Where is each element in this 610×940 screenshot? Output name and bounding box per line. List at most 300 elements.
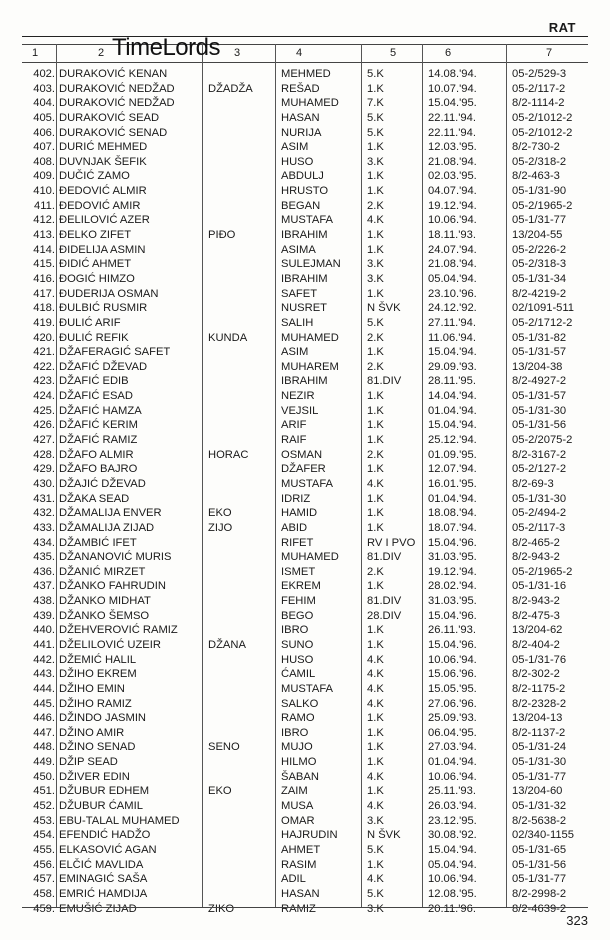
unit: 1.K bbox=[367, 785, 384, 798]
reference-number: 13/204-62 bbox=[512, 624, 563, 637]
row-number: 446. bbox=[33, 712, 55, 725]
table-row bbox=[22, 111, 588, 126]
full-name: DURAKOVIĆ NEDŽAD bbox=[59, 97, 175, 110]
date: 18.11.'93. bbox=[428, 229, 476, 242]
unit: 3.K bbox=[367, 814, 384, 827]
father-name: HAMID bbox=[281, 507, 318, 520]
reference-number: 05-2/1012-2 bbox=[512, 126, 573, 139]
full-name: DŽAFO BAJRO bbox=[59, 463, 138, 476]
reference-number: 05-1/31-82 bbox=[512, 331, 567, 344]
father-name: FEHIM bbox=[281, 595, 316, 608]
watermark-logo: TimeLords bbox=[112, 34, 220, 61]
column-header-3: 3 bbox=[234, 47, 241, 59]
father-name: ASIMA bbox=[281, 243, 316, 256]
row-number: 435. bbox=[33, 551, 55, 564]
full-name: DURIĆ MEHMED bbox=[59, 141, 148, 154]
father-name: IBRO bbox=[281, 726, 309, 739]
full-name: DŽAKA SEAD bbox=[59, 492, 130, 505]
date: 23.10.'96. bbox=[428, 287, 477, 300]
reference-number: 8/2-463-3 bbox=[512, 170, 560, 183]
full-name: ĐELILOVIĆ AZER bbox=[59, 214, 150, 227]
row-number: 454. bbox=[33, 829, 55, 842]
reference-number: 05-2/1012-2 bbox=[512, 111, 573, 124]
father-name: BEGO bbox=[281, 609, 314, 622]
row-number: 457. bbox=[33, 873, 55, 886]
date: 10.06.'94. bbox=[428, 770, 477, 783]
reference-number: 05-1/31-57 bbox=[512, 390, 567, 403]
unit: 7.K bbox=[367, 97, 384, 110]
row-number: 431. bbox=[33, 492, 55, 505]
father-name: MUJO bbox=[281, 741, 313, 754]
table-row bbox=[22, 169, 588, 184]
reference-number: 05-1/31-65 bbox=[512, 843, 567, 856]
date: 14.08.'94. bbox=[428, 68, 477, 80]
row-number: 420. bbox=[33, 331, 55, 344]
table-row bbox=[22, 726, 588, 741]
reference-number: 8/2-4219-2 bbox=[512, 287, 567, 300]
date: 31.03.'95. bbox=[428, 551, 477, 564]
table-row bbox=[22, 887, 588, 902]
father-name: ŠABAN bbox=[281, 770, 319, 783]
table-header bbox=[22, 44, 588, 63]
reference-number: 05-2/117-2 bbox=[512, 82, 566, 95]
reference-number: 8/2-2328-2 bbox=[512, 697, 567, 710]
row-number: 425. bbox=[33, 404, 55, 417]
date: 27.06.'96. bbox=[428, 697, 477, 710]
full-name: DŽAFO ALMIR bbox=[59, 448, 134, 461]
column-header-5: 5 bbox=[390, 47, 397, 59]
table-body bbox=[22, 67, 588, 916]
reference-number: 05-1/31-30 bbox=[512, 404, 567, 417]
reference-number: 8/2-465-2 bbox=[512, 536, 560, 549]
row-number: 429. bbox=[33, 463, 55, 476]
section-title: RAT bbox=[548, 20, 576, 35]
date: 05.04.'94. bbox=[428, 272, 477, 285]
reference-number: 05-1/31-30 bbox=[512, 756, 567, 769]
father-name: HRUSTO bbox=[281, 185, 329, 198]
full-name: DŽANKO ŠEMSO bbox=[59, 609, 150, 622]
unit: 4.K bbox=[367, 477, 384, 490]
full-name: ELČIĆ MAVLIDA bbox=[59, 858, 144, 871]
row-number: 442. bbox=[33, 653, 55, 666]
father-name: ABDULJ bbox=[281, 170, 324, 183]
row-number: 424. bbox=[33, 390, 55, 403]
father-name: NUSRET bbox=[281, 302, 327, 315]
reference-number: 13/204-55 bbox=[512, 229, 563, 242]
row-number: 414. bbox=[33, 243, 55, 256]
date: 18.07.'94. bbox=[428, 521, 477, 534]
table-row bbox=[22, 418, 588, 433]
date: 10.06.'94. bbox=[428, 873, 477, 886]
date: 15.04.'94. bbox=[428, 843, 477, 856]
father-name: DŽAFER bbox=[281, 463, 326, 476]
date: 05.04.'94. bbox=[428, 858, 477, 871]
row-number: 418. bbox=[33, 302, 55, 315]
father-name: IBRAHIM bbox=[281, 375, 328, 388]
date: 28.02.'94. bbox=[428, 580, 477, 593]
full-name: ĐEDOVIĆ AMIR bbox=[59, 199, 141, 212]
unit: 3.K bbox=[367, 155, 384, 168]
table-row bbox=[22, 828, 588, 843]
date: 22.11.'94. bbox=[428, 111, 476, 124]
father-name: IDRIZ bbox=[281, 492, 311, 505]
table-row bbox=[22, 272, 588, 287]
unit: 1.K bbox=[367, 243, 384, 256]
table-row bbox=[22, 184, 588, 199]
date: 25.11.'93. bbox=[428, 785, 476, 798]
reference-number: 8/2-943-2 bbox=[512, 595, 560, 608]
unit: N ŠVK bbox=[367, 829, 401, 842]
row-number: 453. bbox=[33, 814, 55, 827]
full-name: DŽAFIĆ ESAD bbox=[59, 390, 133, 403]
reference-number: 05-1/31-57 bbox=[512, 346, 567, 359]
unit: 1.K bbox=[367, 434, 384, 447]
table-row bbox=[22, 711, 588, 726]
row-number: 449. bbox=[33, 756, 55, 769]
father-name: SALIH bbox=[281, 316, 314, 329]
unit: 1.K bbox=[367, 858, 384, 871]
unit: 4.K bbox=[367, 873, 384, 886]
full-name: DŽANANOVIĆ MURIS bbox=[59, 551, 172, 564]
row-number: 407. bbox=[33, 141, 55, 154]
date: 15.04.'96. bbox=[428, 536, 477, 549]
row-number: 451. bbox=[33, 785, 55, 798]
full-name: DŽIHO RAMIZ bbox=[59, 697, 132, 710]
reference-number: 05-2/226-2 bbox=[512, 243, 567, 256]
table-row bbox=[22, 638, 588, 653]
full-name: DŽAFERAGIĆ SAFET bbox=[59, 346, 171, 359]
reference-number: 8/2-1114-2 bbox=[512, 97, 565, 110]
unit: 2.K bbox=[367, 331, 384, 344]
table-row bbox=[22, 404, 588, 419]
row-number: 450. bbox=[33, 770, 55, 783]
unit: 4.K bbox=[367, 770, 384, 783]
table-row bbox=[22, 257, 588, 272]
date: 19.12.'94. bbox=[428, 199, 477, 212]
date: 21.08.'94. bbox=[428, 155, 477, 168]
full-name: ĐOGIĆ HIMZO bbox=[59, 272, 135, 285]
reference-number: 02/1091-511 bbox=[512, 302, 575, 315]
reference-number: 8/2-1137-2 bbox=[512, 726, 566, 739]
date: 01.04.'94. bbox=[428, 756, 477, 769]
full-name: DŽANKO MIDHAT bbox=[59, 595, 151, 608]
reference-number: 05-1/31-77 bbox=[512, 214, 567, 227]
date: 27.11.'94. bbox=[428, 316, 476, 329]
full-name: DŽAMALIJA ZIJAD bbox=[59, 521, 155, 534]
nickname: HORAC bbox=[208, 448, 249, 461]
unit: 5.K bbox=[367, 126, 384, 139]
father-name: BEGAN bbox=[281, 199, 321, 212]
date: 15.04.'94. bbox=[428, 419, 477, 432]
father-name: ADIL bbox=[281, 873, 306, 886]
full-name: ĐIDIĆ AHMET bbox=[59, 258, 132, 271]
table-row bbox=[22, 740, 588, 755]
table-row bbox=[22, 140, 588, 155]
nickname: DŽANA bbox=[208, 638, 246, 651]
bottom-rule bbox=[22, 907, 588, 908]
unit: 5.K bbox=[367, 887, 384, 900]
father-name: IBRO bbox=[281, 624, 309, 637]
reference-number: 8/2-943-2 bbox=[512, 551, 560, 564]
unit: 81.DIV bbox=[367, 551, 402, 564]
date: 15.04.'96. bbox=[428, 609, 477, 622]
row-number: 447. bbox=[33, 726, 55, 739]
table-row bbox=[22, 155, 588, 170]
date: 19.12.'94. bbox=[428, 565, 477, 578]
table-row bbox=[22, 389, 588, 404]
reference-number: 8/2-3167-2 bbox=[512, 448, 567, 461]
row-number: 403. bbox=[33, 82, 55, 95]
table-row bbox=[22, 521, 588, 536]
table-row bbox=[22, 858, 588, 873]
table-row bbox=[22, 609, 588, 624]
father-name: MUSTAFA bbox=[281, 682, 334, 695]
father-name: ZAIM bbox=[281, 785, 308, 798]
table-row bbox=[22, 697, 588, 712]
date: 15.04.'96. bbox=[428, 638, 477, 651]
full-name: DŽIVER EDIN bbox=[59, 770, 130, 783]
date: 15.04.'95. bbox=[428, 97, 477, 110]
unit: 1.K bbox=[367, 580, 384, 593]
reference-number: 05-2/1965-2 bbox=[512, 565, 573, 578]
date: 21.08.'94. bbox=[428, 258, 477, 271]
row-number: 426. bbox=[33, 419, 55, 432]
full-name: DŽANIĆ MIRZET bbox=[59, 565, 146, 578]
full-name: DŽAMALIJA ENVER bbox=[59, 507, 162, 520]
table-row bbox=[22, 682, 588, 697]
row-number: 406. bbox=[33, 126, 55, 139]
date: 12.08.'95. bbox=[428, 887, 477, 900]
father-name: HILMO bbox=[281, 756, 317, 769]
full-name: ĐULIĆ ARIF bbox=[59, 316, 121, 329]
row-number: 433. bbox=[33, 521, 55, 534]
father-name: MUHAMED bbox=[281, 331, 339, 344]
date: 06.04.'95. bbox=[428, 726, 477, 739]
table-row bbox=[22, 199, 588, 214]
date: 24.12.'92. bbox=[428, 302, 477, 315]
reference-number: 05-1/31-32 bbox=[512, 800, 567, 813]
row-number: 440. bbox=[33, 624, 55, 637]
reference-number: 8/2-69-3 bbox=[512, 477, 554, 490]
nickname: ZIKO bbox=[208, 902, 235, 915]
nickname: EKO bbox=[208, 507, 232, 520]
father-name: OMAR bbox=[281, 814, 315, 827]
date: 15.06.'96. bbox=[428, 668, 477, 681]
nickname: DŽADŽA bbox=[208, 82, 253, 95]
date: 23.12.'95. bbox=[428, 814, 477, 827]
reference-number: 8/2-5638-2 bbox=[512, 814, 567, 827]
reference-number: 05-1/31-77 bbox=[512, 770, 567, 783]
date: 16.01.'95. bbox=[428, 477, 477, 490]
unit: N ŠVK bbox=[367, 302, 401, 315]
father-name: MUSTAFA bbox=[281, 214, 334, 227]
full-name: DURAKOVIĆ NEDŽAD bbox=[59, 82, 175, 95]
reference-number: 05-2/2075-2 bbox=[512, 434, 573, 447]
reference-number: 8/2-730-2 bbox=[512, 141, 560, 154]
date: 01.04.'94. bbox=[428, 492, 477, 505]
row-number: 448. bbox=[33, 741, 55, 754]
reference-number: 05-2/127-2 bbox=[512, 463, 567, 476]
reference-number: 02/340-1155 bbox=[512, 829, 575, 842]
reference-number: 05-1/31-77 bbox=[512, 873, 567, 886]
unit: 1.K bbox=[367, 756, 384, 769]
father-name: RIFET bbox=[281, 536, 314, 549]
full-name: DŽAJIĆ DŽEVAD bbox=[59, 477, 146, 490]
full-name: DŽAFIĆ KERIM bbox=[59, 419, 138, 432]
full-name: ĐEDOVIĆ ALMIR bbox=[59, 185, 147, 198]
table-row bbox=[22, 374, 588, 389]
table-row bbox=[22, 301, 588, 316]
row-number: 423. bbox=[33, 375, 55, 388]
unit: 1.K bbox=[367, 82, 384, 95]
row-number: 443. bbox=[33, 668, 55, 681]
column-header-7: 7 bbox=[546, 47, 553, 59]
unit: 1.K bbox=[367, 404, 384, 417]
father-name: ĆAMIL bbox=[281, 668, 316, 681]
unit: 1.K bbox=[367, 741, 384, 754]
reference-number: 8/2-302-2 bbox=[512, 668, 560, 681]
unit: 1.K bbox=[367, 521, 384, 534]
row-number: 421. bbox=[33, 346, 55, 359]
table-row bbox=[22, 228, 588, 243]
date: 25.09.'93. bbox=[428, 712, 477, 725]
row-number: 437. bbox=[33, 580, 55, 593]
full-name: ĐELKO ZIFET bbox=[59, 229, 132, 242]
nickname: PIĐO bbox=[208, 229, 236, 242]
table-row bbox=[22, 448, 588, 463]
table-row bbox=[22, 536, 588, 551]
nickname: KUNDA bbox=[208, 331, 248, 344]
table-row bbox=[22, 565, 588, 580]
full-name: ĐUDERIJA OSMAN bbox=[59, 287, 159, 300]
unit: 2.K bbox=[367, 360, 384, 373]
unit: 1.K bbox=[367, 712, 384, 725]
row-number: 408. bbox=[33, 155, 55, 168]
full-name: DŽAFIĆ RAMIZ bbox=[59, 434, 138, 447]
unit: 4.K bbox=[367, 800, 384, 813]
table-row bbox=[22, 360, 588, 375]
unit: 3.K bbox=[367, 272, 384, 285]
table-row bbox=[22, 755, 588, 770]
date: 31.03.'95. bbox=[428, 595, 477, 608]
full-name: DURAKOVIĆ SENAD bbox=[59, 126, 168, 139]
row-number: 438. bbox=[33, 595, 55, 608]
reference-number: 05-1/31-24 bbox=[512, 741, 567, 754]
table-row bbox=[22, 433, 588, 448]
table-row bbox=[22, 462, 588, 477]
date: 01.09.'95. bbox=[428, 448, 477, 461]
unit: 2.K bbox=[367, 448, 384, 461]
table-row bbox=[22, 653, 588, 668]
unit: 2.K bbox=[367, 565, 384, 578]
table-row bbox=[22, 67, 588, 82]
row-number: 412. bbox=[33, 214, 55, 227]
table-row bbox=[22, 477, 588, 492]
date: 12.07.'94. bbox=[428, 463, 477, 476]
reference-number: 8/2-1175-2 bbox=[512, 682, 566, 695]
row-number: 458. bbox=[33, 887, 55, 900]
table-row bbox=[22, 331, 588, 346]
date: 01.04.'94. bbox=[428, 404, 477, 417]
full-name: DŽINO AMIR bbox=[59, 726, 125, 739]
father-name: MUHAREM bbox=[281, 360, 339, 373]
table-row bbox=[22, 96, 588, 111]
unit: 5.K bbox=[367, 843, 384, 856]
full-name: EFENDIĆ HADŽO bbox=[59, 829, 151, 842]
unit: 5.K bbox=[367, 111, 384, 124]
reference-number: 8/2-2998-2 bbox=[512, 887, 567, 900]
reference-number: 05-2/318-2 bbox=[512, 155, 567, 168]
father-name: REŠAD bbox=[281, 82, 320, 95]
reference-number: 05-1/31-76 bbox=[512, 653, 567, 666]
page-number: 323 bbox=[566, 913, 588, 928]
row-number: 427. bbox=[33, 434, 55, 447]
date: 02.03.'95. bbox=[428, 170, 477, 183]
reference-number: 05-1/31-56 bbox=[512, 858, 567, 871]
unit: 1.K bbox=[367, 726, 384, 739]
row-number: 411. bbox=[34, 199, 55, 212]
unit: 1.K bbox=[367, 229, 384, 242]
father-name: EKREM bbox=[281, 580, 321, 593]
father-name: ABID bbox=[281, 521, 308, 534]
reference-number: 05-2/1712-2 bbox=[512, 316, 573, 329]
unit: 5.K bbox=[367, 68, 384, 80]
full-name: DŽELILOVIĆ UZEIR bbox=[59, 638, 161, 651]
unit: 4.K bbox=[367, 653, 384, 666]
table-row bbox=[22, 213, 588, 228]
father-name: HASAN bbox=[281, 111, 320, 124]
date: 10.06.'94. bbox=[428, 214, 477, 227]
date: 29.09.'93. bbox=[428, 360, 477, 373]
row-number: 419. bbox=[33, 316, 55, 329]
table-row bbox=[22, 667, 588, 682]
date: 12.03.'95. bbox=[428, 141, 477, 154]
row-number: 439. bbox=[33, 609, 55, 622]
row-number: 402. bbox=[33, 68, 55, 80]
reference-number: 13/204-13 bbox=[512, 712, 563, 725]
unit: 4.K bbox=[367, 668, 384, 681]
full-name: EMUŠIĆ ZIJAD bbox=[59, 902, 137, 915]
full-name: DŽIHO EMIN bbox=[59, 682, 125, 695]
full-name: DŽIHO EKREM bbox=[59, 668, 137, 681]
unit: 1.K bbox=[367, 346, 384, 359]
row-number: 409. bbox=[33, 170, 55, 183]
unit: 1.K bbox=[367, 390, 384, 403]
full-name: DURAKOVIĆ SEAD bbox=[59, 111, 160, 124]
full-name: DŽAFIĆ HAMZA bbox=[59, 404, 142, 417]
row-number: 436. bbox=[33, 565, 55, 578]
row-number: 404. bbox=[33, 97, 55, 110]
reference-number: 05-2/318-3 bbox=[512, 258, 567, 271]
table-row bbox=[22, 82, 588, 97]
row-number: 444. bbox=[33, 682, 55, 695]
unit: 2.K bbox=[367, 199, 384, 212]
date: 26.11.'93. bbox=[428, 624, 476, 637]
row-number: 413. bbox=[33, 229, 55, 242]
unit: 4.K bbox=[367, 682, 384, 695]
unit: 1.K bbox=[367, 463, 384, 476]
date: 15.05.'95. bbox=[428, 682, 477, 695]
date: 04.07.'94. bbox=[428, 185, 477, 198]
date: 15.04.'94. bbox=[428, 346, 477, 359]
table-row bbox=[22, 492, 588, 507]
father-name: MUHAMED bbox=[281, 551, 339, 564]
row-number: 428. bbox=[33, 448, 55, 461]
full-name: DŽAFIĆ DŽEVAD bbox=[59, 360, 148, 373]
reference-number: 05-2/529-3 bbox=[512, 68, 567, 80]
table-row bbox=[22, 784, 588, 799]
reference-number: 13/204-38 bbox=[512, 360, 563, 373]
